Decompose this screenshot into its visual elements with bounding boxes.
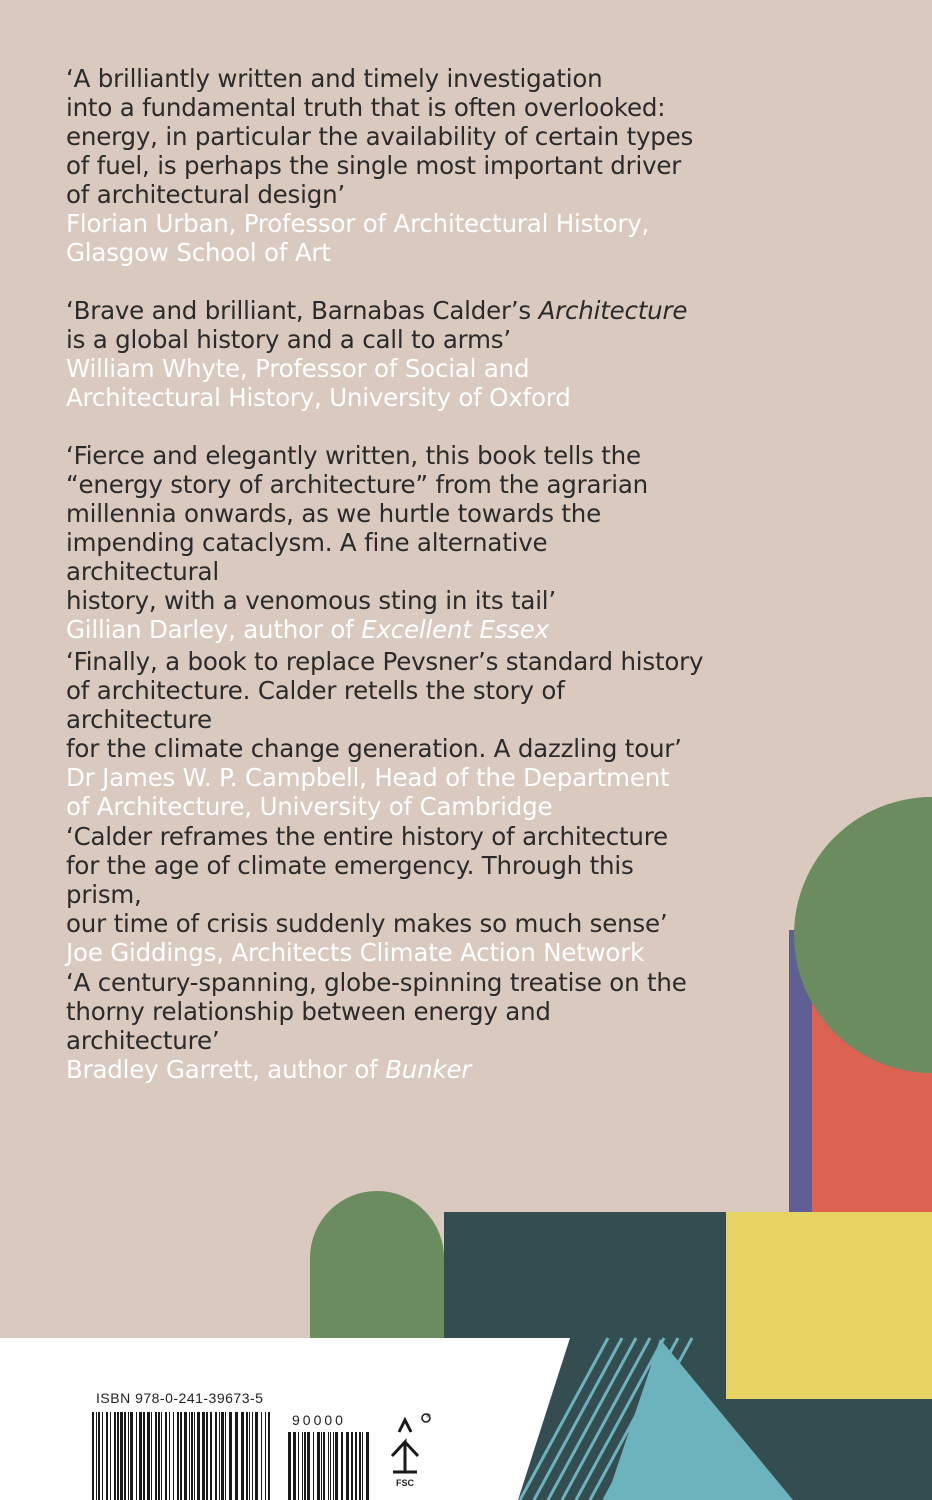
barcode-bar — [155, 1412, 157, 1500]
barcode-bar — [92, 1412, 94, 1500]
barcode-bar — [124, 1412, 126, 1500]
barcode-bar — [246, 1412, 248, 1500]
barcode-bar — [110, 1412, 111, 1500]
barcode-bar — [341, 1432, 343, 1500]
barcode-bar — [221, 1412, 224, 1500]
barcode-bar — [366, 1432, 369, 1500]
quote-line: ‘Brave and brilliant, Barnabas Calder’s Architecture — [66, 296, 688, 325]
quote-line: energy, in particular the availability of certain types — [66, 122, 694, 151]
attribution-line: Dr James W. P. Campbell, Head of the Department — [66, 763, 670, 792]
barcode-bar — [139, 1412, 142, 1500]
barcode-bar — [328, 1432, 329, 1500]
fsc-label: FSC — [396, 1478, 414, 1488]
barcode-bar — [229, 1412, 232, 1500]
barcode-bar — [102, 1412, 103, 1500]
barcode-bar — [180, 1412, 182, 1500]
barcode-bar — [330, 1432, 331, 1500]
quote-line: millennia onwards, as we hurtle towards the — [66, 499, 601, 528]
barcode-bar — [355, 1432, 357, 1500]
barcode-bar — [206, 1412, 208, 1500]
barcode-bar — [298, 1432, 299, 1500]
attribution-line: William Whyte, Professor of Social and — [66, 354, 530, 383]
barcode-bar — [96, 1412, 97, 1500]
attribution-line: Joe Giddings, Architects Climate Action Network — [66, 938, 645, 967]
quote-line: ‘A brilliantly written and timely investigation — [66, 64, 603, 93]
barcode-bar — [241, 1412, 244, 1500]
barcode-bar — [130, 1412, 133, 1500]
barcode-bar — [288, 1432, 291, 1500]
barcode-bar — [165, 1412, 167, 1500]
quote-line: “energy story of architecture” from the agrarian — [66, 470, 648, 499]
quote-line: ‘Finally, a book to replace Pevsner’s standard history — [66, 647, 704, 676]
barcode-bar — [98, 1412, 100, 1500]
barcode-bar — [307, 1432, 310, 1500]
barcode-bar — [136, 1412, 137, 1500]
barcode-bar — [173, 1412, 174, 1500]
barcode-bar — [197, 1412, 200, 1500]
barcode-bar — [106, 1412, 108, 1500]
quote-line: ‘Fierce and elegantly written, this book tells the — [66, 441, 641, 470]
barcode-bar — [114, 1412, 116, 1500]
barcode-bar — [346, 1432, 349, 1500]
barcode-bar — [235, 1412, 238, 1500]
book-title: Excellent Essex — [361, 615, 549, 644]
yellow-block — [726, 1212, 932, 1399]
attribution-line: Bradley Garrett, author of Bunker — [66, 1055, 472, 1084]
barcode-bar — [225, 1412, 226, 1500]
barcode-bar — [219, 1412, 220, 1500]
quote-line: thorny relationship between energy and architecture’ — [66, 997, 551, 1055]
price-code: 90000 — [292, 1412, 346, 1428]
quote-line: is a global history and a call to arms’ — [66, 325, 511, 354]
quote-line: ‘A century-spanning, globe-spinning treatise on the — [66, 968, 687, 997]
fsc-registered-mark: ® — [426, 1414, 431, 1420]
barcode-bar — [333, 1432, 334, 1500]
barcode-bar — [210, 1412, 212, 1500]
barcode-bar — [177, 1412, 179, 1500]
isbn-barcode — [92, 1412, 270, 1500]
quote-line: history, with a venomous sting in its tail’ — [66, 586, 556, 615]
barcode-bar — [265, 1412, 266, 1500]
barcode-bar — [215, 1412, 217, 1500]
quote-line: of architectural design’ — [66, 180, 345, 209]
barcode-bar — [359, 1432, 361, 1500]
barcode-bar — [128, 1412, 129, 1500]
barcode-bar — [202, 1412, 205, 1500]
quote-line: into a fundamental truth that is often overlooked: — [66, 93, 666, 122]
barcode-bar — [323, 1432, 325, 1500]
quote-line: ‘Calder reframes the entire history of architecture — [66, 822, 668, 851]
barcode-bar — [249, 1412, 250, 1500]
barcode-bar — [120, 1412, 123, 1500]
attribution-line: Architectural History, University of Oxford — [66, 383, 571, 412]
barcode-bar — [362, 1432, 363, 1500]
barcode-bar — [191, 1412, 193, 1500]
barcode-bar — [143, 1412, 145, 1500]
barcode-bar — [268, 1412, 270, 1500]
barcode-bar — [304, 1432, 306, 1500]
isbn-number: ISBN 978-0-241-39673-5 — [96, 1390, 264, 1406]
quote-line: of fuel, is perhaps the single most important driver — [66, 151, 682, 180]
barcode-bar — [189, 1412, 190, 1500]
barcode-bar — [335, 1432, 338, 1500]
barcode-bar — [293, 1432, 296, 1500]
quote-line: for the climate change generation. A dazzling tour’ — [66, 734, 682, 763]
barcode-bar — [255, 1412, 258, 1500]
quote-line: our time of crisis suddenly makes so much sense’ — [66, 909, 668, 938]
quote-line: of architecture. Calder retells the story of architecture — [66, 676, 565, 734]
barcode-bar — [261, 1412, 262, 1500]
barcode-bar — [158, 1412, 160, 1500]
barcode-bar — [302, 1432, 303, 1500]
barcode-bar — [313, 1432, 314, 1500]
barcode-panel — [0, 1338, 570, 1500]
book-title: Bunker — [385, 1055, 472, 1084]
barcode-bar — [151, 1412, 152, 1500]
barcode-bar — [252, 1412, 253, 1500]
barcode-bar — [117, 1412, 119, 1500]
quote-line: impending cataclysm. A fine alternative architectural — [66, 528, 548, 586]
barcode-bar — [184, 1412, 187, 1500]
attribution-line: Glasgow School of Art — [66, 238, 331, 267]
attribution-line: of Architecture, University of Cambridge — [66, 792, 553, 821]
book-title: Architecture — [538, 296, 688, 325]
barcode-bar — [351, 1432, 353, 1500]
attribution-line: Gillian Darley, author of Excellent Essex — [66, 615, 549, 644]
barcode-bar — [161, 1412, 162, 1500]
barcode-bar — [321, 1432, 322, 1500]
barcode-bar — [147, 1412, 150, 1500]
barcode-bar — [317, 1432, 320, 1500]
quote-line: for the age of climate emergency. Through this prism, — [66, 851, 634, 909]
barcode-bar — [169, 1412, 170, 1500]
attribution-line: Florian Urban, Professor of Architectural History, — [66, 209, 650, 238]
barcode-bar — [194, 1412, 195, 1500]
